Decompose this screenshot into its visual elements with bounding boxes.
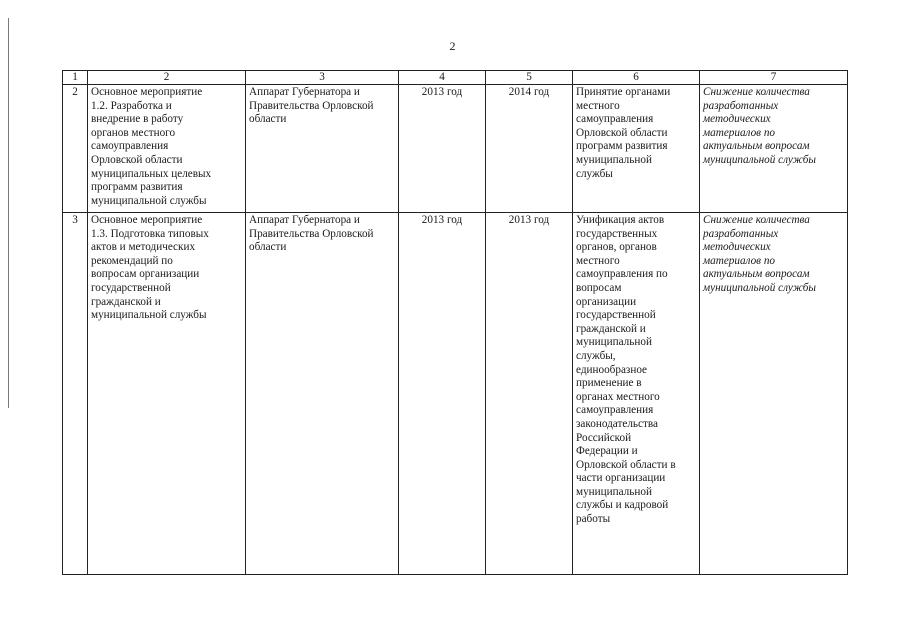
scan-edge-line xyxy=(8,18,9,408)
column-header: 7 xyxy=(700,71,848,85)
end-year-cell: 2014 год xyxy=(486,85,573,213)
start-year-cell: 2013 год xyxy=(399,85,486,213)
measure-cell: Основное мероприятие 1.2. Разработка и внедрение в работу органов местного самоуправления Орловской области муниципальных целевых программ развития муниципальной службы xyxy=(88,85,246,213)
column-header: 5 xyxy=(486,71,573,85)
table-row xyxy=(63,85,848,213)
column-header: 2 xyxy=(88,71,246,85)
measure-cell: Основное мероприятие 1.3. Подготовка типовых актов и методических рекомендаций по вопросам организации государственной гражданской и муниципальной службы xyxy=(88,213,246,575)
result-cell: Принятие органами местного самоуправления Орловской области программ развития муниципальной службы xyxy=(573,85,700,213)
consequence-cell: Снижение количества разработанных методических материалов по актуальным вопросам муниципальной службы xyxy=(700,85,848,213)
executor-cell: Аппарат Губернатора и Правительства Орловской области xyxy=(246,85,399,213)
column-header: 6 xyxy=(573,71,700,85)
consequence-cell: Снижение количества разработанных методических материалов по актуальным вопросам муниципальной службы xyxy=(700,213,848,575)
start-year-cell: 2013 год xyxy=(399,213,486,575)
table-row xyxy=(63,213,848,575)
executor-cell: Аппарат Губернатора и Правительства Орловской области xyxy=(246,213,399,575)
column-header: 4 xyxy=(399,71,486,85)
column-header: 3 xyxy=(246,71,399,85)
table-header-row xyxy=(63,71,848,85)
end-year-cell: 2013 год xyxy=(486,213,573,575)
measures-table xyxy=(62,70,848,575)
page-number: 2 xyxy=(449,39,456,53)
row-number: 3 xyxy=(63,213,88,575)
result-cell: Унификация актов государственных органов, органов местного самоуправления по вопросам организации государственной гражданской и муниципальной службы, единообразное применение в органах местного самоуправления законодательства Российской Федерации и Орловской области в части организации муниципальной службы и кадровой работы xyxy=(573,213,700,575)
column-header: 1 xyxy=(63,71,88,85)
row-number: 2 xyxy=(63,85,88,213)
